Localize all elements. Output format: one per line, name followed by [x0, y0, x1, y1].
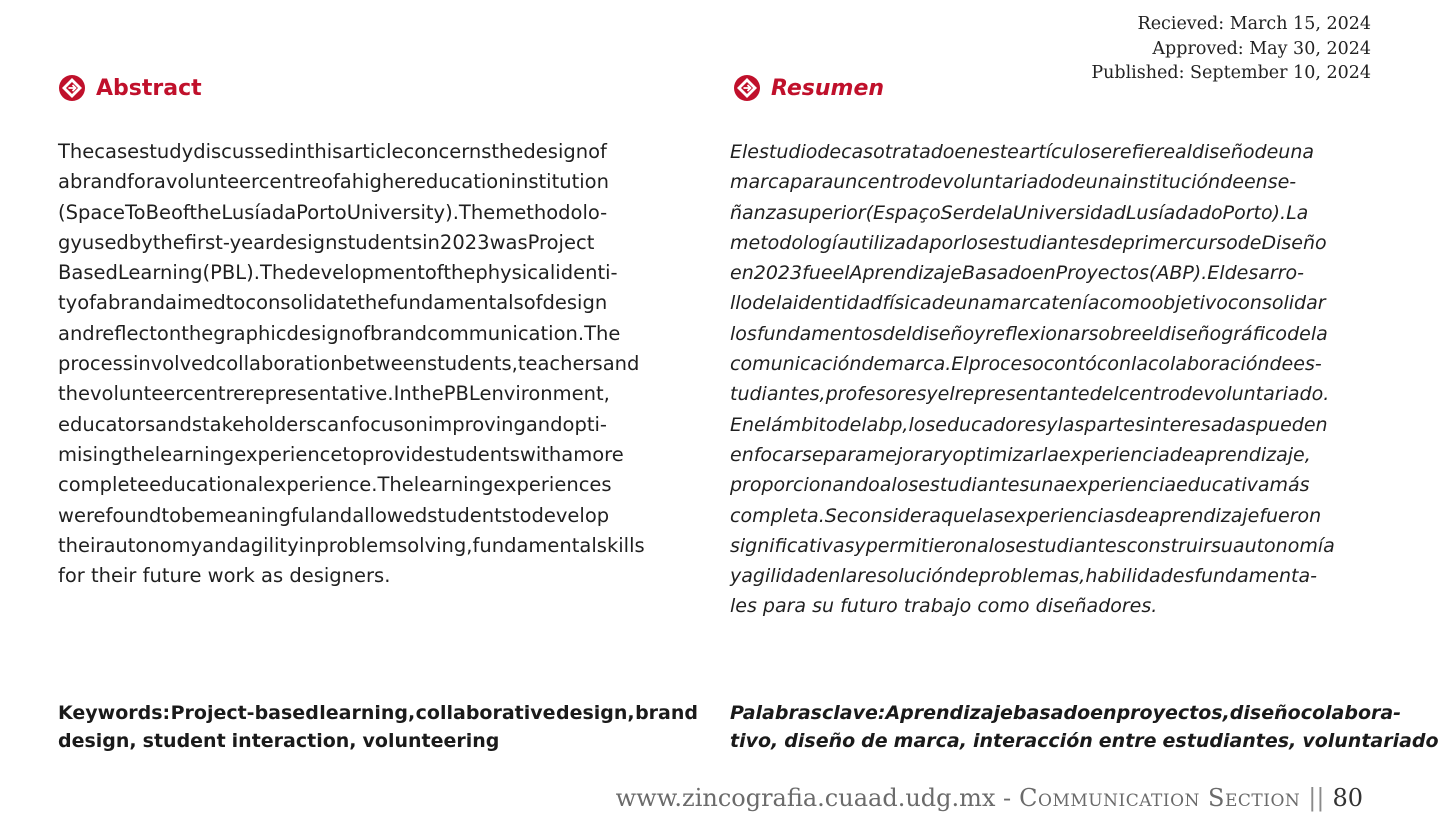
- keywords-line: design, student interaction, volunteering: [58, 730, 500, 752]
- diamond-arrow-icon: [58, 74, 86, 102]
- text-line: significativasypermitieronalosestudiantesconstruirsuautonomía: [730, 534, 1335, 557]
- text-line: Elestudiodecasotratadoenesteartículoserefierealdiseñodeuna: [730, 141, 1315, 163]
- page-number: 80: [1332, 784, 1363, 812]
- footer-separator: ||: [1308, 784, 1325, 812]
- abstract-title: Abstract: [96, 75, 202, 101]
- text-line: marcaparauncentrodevoluntariadodeunainstitucióndeense-: [730, 171, 1297, 194]
- text-line: completa.Seconsideraquelasexperienciasdeaprendizajefueron: [730, 504, 1322, 527]
- text-line: andreflectonthegraphicdesignofbrandcommunication.The: [58, 321, 621, 345]
- keywords-line: tivo, diseño de marca, interacción entre estudiantes, voluntariado: [730, 730, 1439, 752]
- text-line: Enelámbitodelabp,loseducadoresylaspartesinteresadaspueden: [730, 413, 1328, 436]
- text-line: losfundamentosdeldiseñoyreflexionarsobreeldiseñográficodela: [730, 322, 1328, 345]
- text-line: tyofabrandaimedtoconsolidatethefundamentalsofdesign: [58, 291, 608, 315]
- text-line: werefoundtobemeaningfulandallowedstudentstodevelop: [58, 503, 610, 527]
- text-line: abrandforavolunteercentreofahighereducationinstitution: [58, 170, 609, 194]
- approved-date: Approved: May 30, 2024: [1152, 38, 1371, 59]
- text-line: Thecasestudydiscussedinthisarticleconcernsthedesignof: [58, 140, 607, 163]
- text-line: enfocarseparamejoraryoptimizarlaexperienciadeaprendizaje,: [730, 443, 1311, 466]
- text-line: llodelaidentidadfísicadeunamarcateníacomoobjetivoconsolidar: [730, 292, 1326, 315]
- resumen-title: Resumen: [771, 75, 885, 101]
- abstract-heading: [58, 74, 202, 102]
- abstract-body: [58, 137, 698, 591]
- text-line: gyusedbythefirst-yeardesignstudentsin2023wasProject: [58, 230, 595, 254]
- abstract-keywords: [58, 699, 698, 755]
- page-footer: [616, 784, 1363, 812]
- footer-url: www.zincografia.cuaad.udg.mx -: [615, 784, 1012, 812]
- resumen-body: [730, 137, 1370, 622]
- keywords-line: Keywords: Project-based learning, collaborative design, brand: [58, 702, 698, 724]
- text-line: for their future work as designers.: [58, 564, 391, 588]
- text-line: proporcionandoalosestudiantesunaexperienciaeducativamás: [730, 474, 1310, 497]
- text-line: thevolunteercentrerepresentative.InthePBLenvironment,: [58, 382, 610, 406]
- resumen-heading: [733, 74, 884, 102]
- text-line: metodologíautilizadaporlosestudiantesdeprimercursodeDiseño: [730, 231, 1327, 254]
- text-line: comunicacióndemarca.Elprocesocontóconlacolaboracióndees-: [730, 353, 1322, 376]
- text-line: theirautonomyandagilityinproblemsolving,fundamentalskills: [58, 533, 645, 557]
- text-line: les para su futuro trabajo como diseñadores.: [730, 595, 1158, 618]
- text-line: completeeducationalexperience.Thelearningexperiences: [58, 473, 612, 497]
- footer-section: Communication Section: [1019, 784, 1301, 812]
- published-date: Published: September 10, 2024: [1091, 63, 1371, 83]
- text-line: misingthelearningexperiencetoprovidestudentswithamore: [58, 442, 624, 466]
- resumen-keywords: [730, 699, 1439, 755]
- text-line: (SpaceToBeoftheLusíadaPortoUniversity).Themethodolo-: [58, 200, 608, 224]
- received-date: Recieved: March 15, 2024: [1137, 14, 1371, 34]
- text-line: educatorsandstakeholderscanfocusonimprovingandopti-: [58, 412, 607, 436]
- publication-dates: [1091, 12, 1371, 86]
- text-line: tudiantes,profesoresyelrepresentantedelcentrodevoluntariado.: [730, 383, 1330, 406]
- text-line: BasedLearning(PBL).Thedevelopmentofthephysicalidenti-: [58, 261, 618, 285]
- diamond-arrow-icon: [733, 74, 761, 102]
- text-line: yagilidadenlaresolucióndeproblemas,habilidadesfundamenta-: [730, 565, 1317, 588]
- text-line: processinvolvedcollaborationbetweenstudents,teachersand: [58, 352, 640, 376]
- text-line: ñanzasuperior(EspaçoSerdelaUniversidadLusíadadoPorto).La: [730, 201, 1309, 224]
- keywords-line: Palabras clave: Aprendizaje basado en proyectos, diseño colabora-: [730, 702, 1402, 724]
- text-line: en2023fueelAprendizajeBasadoenProyectos(ABP).Eldesarro-: [730, 262, 1304, 285]
